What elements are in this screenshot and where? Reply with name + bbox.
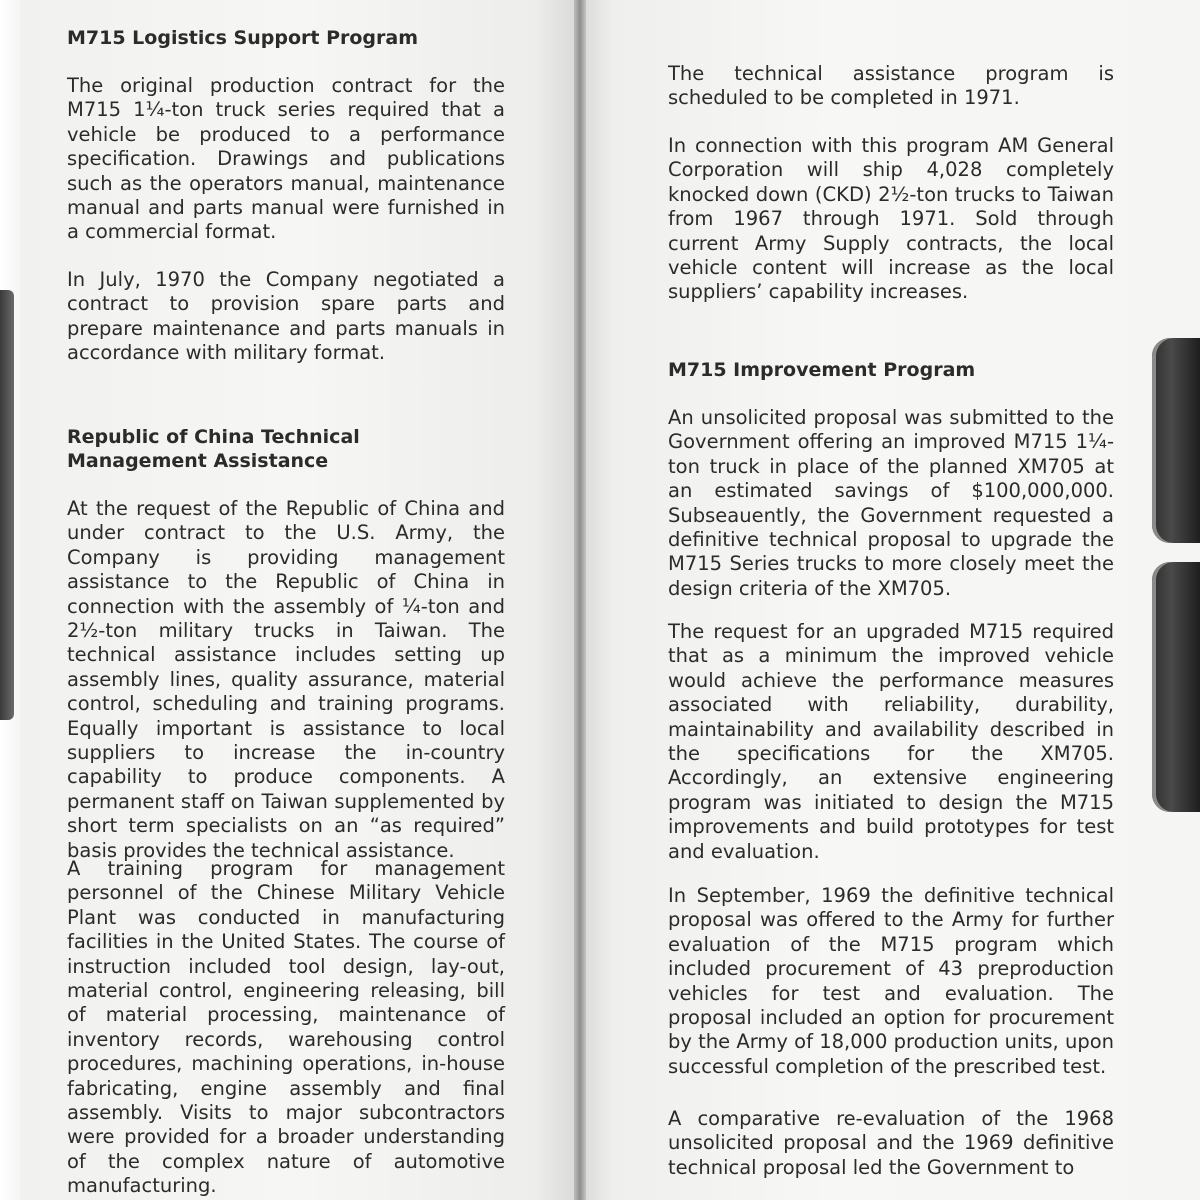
improvement-paragraph-4: A comparative re-evaluation of the 1968 unsolicited proposal and the 1969 definitive technical proposal led the Government to bbox=[668, 1107, 1114, 1179]
improvement-paragraph-2: The request for an upgraded M715 required that as a minimum the improved vehicle would achieve the performance measures associated with reliability, durability, maintainability and availability described in the specifications for the XM705. Accordingly, an extensive engineering program was initiated to design the M715 improvements and build prototypes for test and evaluation. bbox=[668, 620, 1114, 863]
roc-paragraph-2: A training program for management personnel of the Chinese Military Vehicle Plant was conducted in manufacturing facilities in the United States. The course of instruction included tool design, lay-out, material control, engineering releasing, bill of material processing, maintenance of inventory records, warehousing control procedures, machining operations, in-house fabricating, engine assembly and final assembly. Visits to major subcontractors were provided for a broader understanding of the complex nature of automotive manufacturing. bbox=[67, 857, 505, 1198]
roc-paragraph-1: At the request of the Republic of China and under contract to the U.S. Army, the Company is providing management assistance to the Republic of China in connection with the assembly of ¼-ton and 2½-ton military trucks in Taiwan. The technical assistance includes setting up assembly lines, quality assurance, material control, scheduling and training programs. Equally important is assistance to local suppliers to increase the in-country capability to produce components. A permanent staff on Taiwan supplemented by short term specialists on an “as required” basis provides the technical assistance. bbox=[67, 497, 505, 862]
book-gutter bbox=[574, 0, 586, 1200]
logistics-paragraph-1: The original production contract for the M715 1¼-ton truck series required that a vehicle be produced to a performance specification. Drawings and publications such as the operators manual, maintenance manual and parts manual were furnished in a commercial format. bbox=[67, 74, 505, 244]
roc-heading: Republic of China Technical Management Assistance bbox=[67, 426, 360, 472]
improvement-paragraph-1: An unsolicited proposal was submitted to the Government offering an improved M715 1¼-ton truck in place of the planned XM705 at an estimated savings of $100,000,000. Subseauently, the Government requested a definitive technical proposal to upgrade the M715 Series trucks to more closely meet the design criteria of the XM705. bbox=[668, 406, 1114, 600]
dark-object-left-edge bbox=[0, 290, 14, 720]
binder-ring-bottom bbox=[1152, 562, 1200, 812]
logistics-heading: M715 Logistics Support Program bbox=[67, 27, 419, 49]
tech-paragraph-1: The technical assistance program is scheduled to be completed in 1971. bbox=[668, 62, 1114, 110]
logistics-paragraph-2: In July, 1970 the Company negotiated a contract to provision spare parts and prepare maintenance and parts manuals in accordance with military format. bbox=[67, 268, 505, 365]
binder-ring-top bbox=[1152, 338, 1200, 543]
improvement-paragraph-3: In September, 1969 the definitive technical proposal was offered to the Army for further evaluation of the M715 program which included procurement of 43 preproduction vehicles for test and evaluation. The proposal included an option for procurement by the Army of 18,000 production units, upon successful completion of the prescribed test. bbox=[668, 884, 1114, 1078]
improvement-heading: M715 Improvement Program bbox=[668, 359, 976, 381]
tech-paragraph-2: In connection with this program AM General Corporation will ship 4,028 completely knocked down (CKD) 2½-ton trucks to Taiwan from 1967 through 1971. Sold through current Army Supply contracts, the local vehicle content will increase as the local suppliers’ capability increases. bbox=[668, 134, 1114, 304]
